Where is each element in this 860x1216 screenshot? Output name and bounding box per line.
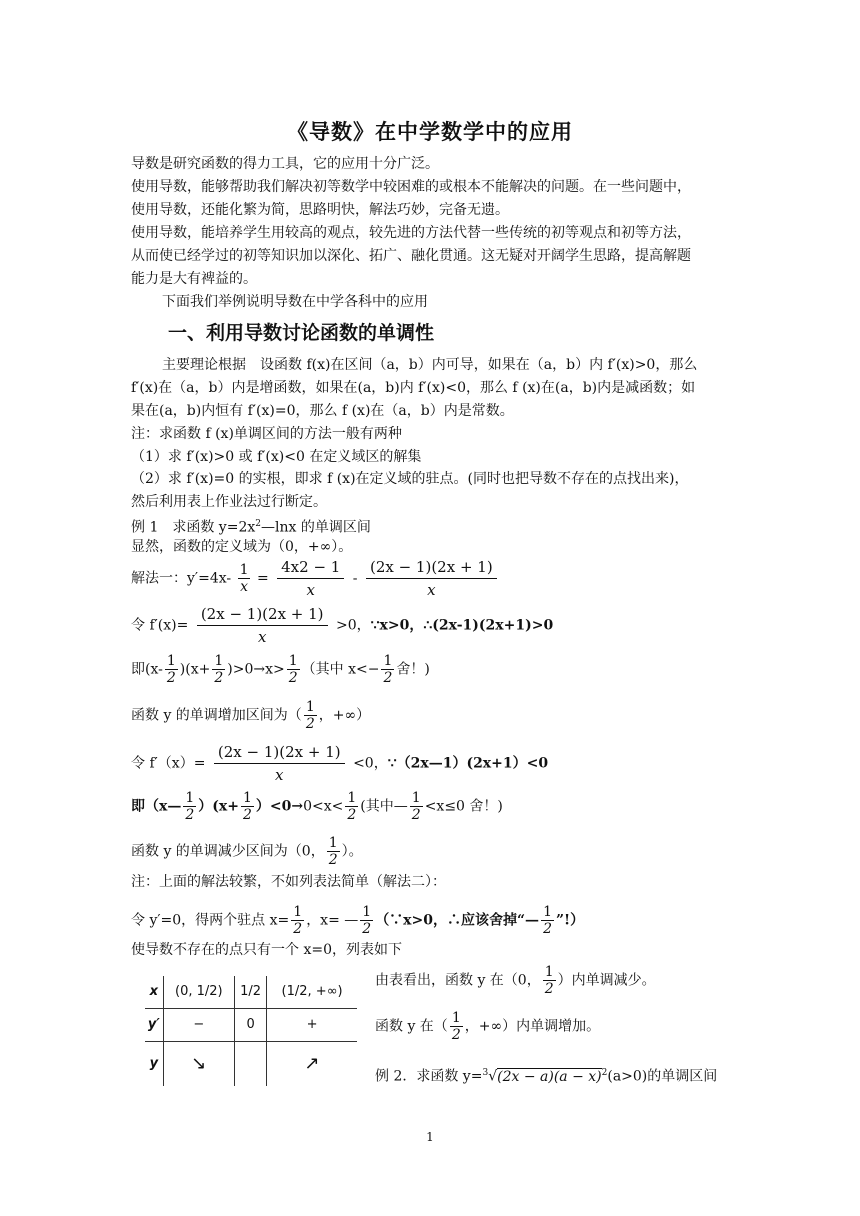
- increase-interval: [131, 699, 370, 732]
- side-l2-b: ，+∞）内单调增加。: [464, 1018, 601, 1035]
- frac-num: 1: [214, 653, 224, 669]
- fraction-half: [183, 790, 196, 823]
- frac-den: 2: [362, 921, 372, 937]
- frac-num: 1: [347, 790, 357, 806]
- table-cell: [235, 1041, 267, 1086]
- fraction-half: [541, 904, 554, 937]
- frac-num: 1: [362, 904, 372, 920]
- side-l2-a: 函数 y 在（: [375, 1018, 448, 1035]
- root-index: 3: [482, 1068, 489, 1078]
- frac-den: 2: [288, 670, 298, 686]
- frac-num: (2x − 1)(2x + 1): [214, 741, 345, 764]
- fraction-half: [345, 790, 358, 823]
- theory-line-3: 果在(a，b)内恒有 f′(x)=0，那么 f (x)在（a，b）内是常数。: [131, 403, 514, 419]
- dec-text: 函数 y 的单调减少区间为（0，: [131, 843, 325, 860]
- frac-num: 1: [166, 653, 176, 669]
- ji2-line: [131, 790, 503, 823]
- theory-line-6: （2）求 f′(x)=0 的实根，即求 f (x)在定义域的驻点。(同时也把导数不存在的点找出来)，: [131, 471, 689, 487]
- table-row: [145, 1041, 357, 1086]
- ji2-a: 即（x—: [131, 798, 182, 815]
- ji2-f: <x≤0 舍！): [424, 798, 503, 815]
- table-conclusion-1: [375, 964, 656, 997]
- table-row: [145, 976, 357, 1008]
- let1-bold: ∵x>0，∴(2x-1)(2x+1)>0: [370, 617, 554, 634]
- note-method-2: 注：上面的解法较繁，不如列表法简单（解法二）：: [131, 874, 446, 890]
- frac-num: 1: [543, 904, 552, 920]
- frac-num: 1: [544, 964, 554, 980]
- inc-text: 函数 y 的单调增加区间为（: [131, 707, 302, 724]
- ji1-line: [131, 653, 430, 686]
- let-negative-line: [131, 741, 548, 786]
- example1-domain: 显然，函数的定义域为（0，+∞）。: [131, 539, 353, 555]
- theory-line-7: 然后利用表上作业法过行断定。: [131, 494, 327, 510]
- table-cell: (0, 1/2): [163, 976, 234, 1008]
- ji2-b: ）(x+: [198, 798, 239, 815]
- nondiff-point-line: 使导数不存在的点只有一个 x=0，列表如下: [131, 942, 402, 958]
- ex2-a: 例 2．求函数 y=: [375, 1068, 483, 1085]
- frac-den: 2: [451, 1027, 461, 1043]
- fraction-product: [366, 556, 497, 601]
- fraction-half: [287, 653, 300, 686]
- intro-line-5: 从而使已经学过的初等知识加以深化、拓广、融化贯通。这无疑对开阔学生思路，提高解题: [131, 248, 691, 264]
- frac-den: 2: [214, 670, 224, 686]
- table-cell: +: [267, 1008, 357, 1041]
- table-cell: 1/2: [235, 976, 267, 1008]
- frac-num: 1: [383, 653, 393, 669]
- increasing-arrow-icon: ↗: [304, 1053, 320, 1075]
- page-title: 《导数》在中学数学中的应用: [287, 120, 573, 144]
- theory-line-1: 主要理论根据 设函数 f(x)在区间（a，b）内可导，如果在（a，b）内 f′(x)>0，那么: [162, 357, 698, 373]
- frac-num: 1: [242, 790, 252, 806]
- page-number: 1: [426, 1130, 434, 1144]
- frac-den: 2: [185, 807, 195, 823]
- ji2-c: ）<0→: [255, 798, 304, 815]
- solution1-line: [131, 556, 501, 601]
- table-conclusion-2: [375, 1010, 600, 1043]
- frac-num: 1: [411, 790, 421, 806]
- radical-sign-icon: √: [488, 1068, 498, 1085]
- fraction-half: [212, 653, 225, 686]
- frac-num: 1: [293, 904, 303, 920]
- table-row: [145, 1008, 357, 1041]
- table-cell: y′: [145, 1008, 163, 1041]
- fraction-half: [304, 699, 317, 732]
- frac-den: 2: [166, 670, 176, 686]
- fraction-4x2: [277, 556, 344, 601]
- radicand: (2x − a)(a − x): [497, 1068, 602, 1085]
- intro-line-7: 下面我们举例说明导数在中学各科中的应用: [162, 294, 428, 310]
- frac-num: (2x − 1)(2x + 1): [366, 556, 497, 579]
- fraction-half: [450, 1010, 463, 1043]
- dec-tail: ）。: [341, 843, 363, 860]
- example1-problem: [131, 514, 371, 538]
- zhu-b: ，x= —: [306, 912, 359, 929]
- dash-sign: -: [352, 570, 358, 587]
- example2-problem: [375, 1062, 717, 1088]
- let2-tail: <0，: [353, 755, 388, 772]
- inc-tail: ，+∞）: [318, 707, 371, 724]
- fraction-half: [241, 790, 254, 823]
- let-positive-line: [131, 603, 553, 648]
- table-cell: y: [145, 1041, 163, 1086]
- fraction-half: [327, 835, 340, 868]
- fraction-half: [543, 964, 556, 997]
- ji1-a: 即(x-: [131, 661, 163, 678]
- frac-den: 2: [305, 716, 315, 732]
- fraction-product: [214, 741, 345, 786]
- let2-lead: 令 f′（x）=: [131, 755, 206, 772]
- zhu-d: ”!）: [555, 912, 585, 929]
- zhu-a: 令 y′=0，得两个驻点 x=: [131, 912, 290, 929]
- frac-den: 2: [544, 981, 554, 997]
- frac-num: 1: [185, 790, 195, 806]
- frac-num: 4x2 − 1: [277, 556, 344, 579]
- frac-num: (2x − 1)(2x + 1): [197, 603, 328, 626]
- fraction-half: [291, 904, 304, 937]
- frac-den: 2: [242, 807, 252, 823]
- frac-num: 1: [239, 562, 249, 578]
- let1-tail: >0，: [336, 617, 371, 634]
- sign-table: [145, 976, 357, 1086]
- ji1-e: 舍！): [396, 661, 430, 678]
- frac-num: 1: [288, 653, 298, 669]
- frac-den: x: [306, 581, 315, 599]
- intro-line-4: 使用导数，能培养学生用较高的观点，较先进的方法代替一些传统的初等观点和初等方法，: [131, 225, 691, 241]
- fraction-half: [410, 790, 423, 823]
- ex2-b: (a>0)的单调区间: [607, 1068, 718, 1085]
- decreasing-arrow-icon: ↘: [163, 1041, 234, 1086]
- table-cell: (1/2, +∞): [267, 976, 357, 1008]
- frac-den: x: [275, 766, 284, 784]
- ji1-b: )(x+: [179, 661, 211, 678]
- intro-line-2: 使用导数，能够帮助我们解决初等数学中较困难的或根本不能解决的问题。在一些问题中，: [131, 179, 691, 195]
- frac-num: 1: [328, 835, 338, 851]
- table-cell: 0: [235, 1008, 267, 1041]
- frac-den: 2: [328, 852, 338, 868]
- let2-bold: ∵（2x—1）(2x+1）<0: [387, 755, 549, 772]
- frac-den: 2: [293, 921, 303, 937]
- ji2-d: 0<x<: [303, 798, 344, 815]
- fraction-product: [197, 603, 328, 648]
- theory-line-2: f′(x)在（a，b）内是增函数，如果在(a，b)内 f′(x)<0，那么 f (x)在(a，b)内是减函数；如: [131, 380, 696, 396]
- side-l1-b: ）内单调减少。: [557, 972, 656, 989]
- frac-den: 2: [543, 921, 552, 937]
- frac-num: 1: [451, 1010, 461, 1026]
- ji1-d: （其中 x<−: [301, 661, 380, 678]
- fraction-half: [381, 653, 394, 686]
- decrease-interval: [131, 835, 363, 868]
- frac-den: 2: [383, 670, 393, 686]
- table-cell: −: [163, 1008, 234, 1041]
- solution1-lead: 解法一：y′=4x-: [131, 570, 232, 587]
- side-l1-a: 由表看出，函数 y 在（0，: [375, 972, 541, 989]
- frac-den: x: [257, 628, 267, 646]
- intro-line-1: 导数是研究函数的得力工具，它的应用十分广泛。: [131, 156, 439, 172]
- theory-line-4: 注：求函数 f (x)单调区间的方法一般有两种: [131, 426, 402, 442]
- frac-den: 2: [411, 807, 421, 823]
- frac-den: x: [427, 581, 436, 599]
- frac-num: 1: [305, 699, 315, 715]
- fraction-half: [360, 904, 373, 937]
- ji2-e: (其中—: [360, 798, 408, 815]
- intro-line-3: 使用导数，还能化繁为简，思路明快，解法巧妙，完备无遗。: [131, 202, 509, 218]
- frac-den: 2: [347, 807, 357, 823]
- stationary-points-line: [131, 904, 584, 937]
- theory-line-5: （1）求 f′(x)>0 或 f′(x)<0 在定义域区的解集: [131, 449, 422, 465]
- section-heading: 一、利用导数讨论函数的单调性: [168, 322, 435, 344]
- example1-problem-post: —lnx 的单调区间: [260, 519, 371, 536]
- example1-problem-pre: 例 1 求函数 y=2x: [131, 519, 256, 536]
- equals-sign: =: [256, 570, 269, 587]
- zhu-c: （∵x>0，∴应该舍掉“—: [375, 912, 540, 929]
- table-cell: x: [145, 976, 163, 1008]
- ji1-c: )>0→x>: [227, 661, 285, 678]
- intro-line-6: 能力是大有裨益的。: [131, 271, 257, 287]
- square-exponent: 2: [601, 1068, 608, 1078]
- frac-den: x: [240, 579, 248, 595]
- fraction-half: [165, 653, 178, 686]
- fraction-1-over-x: [238, 562, 251, 595]
- let1-lead: 令 f′(x)=: [131, 617, 189, 634]
- example1-exponent: 2: [255, 519, 261, 529]
